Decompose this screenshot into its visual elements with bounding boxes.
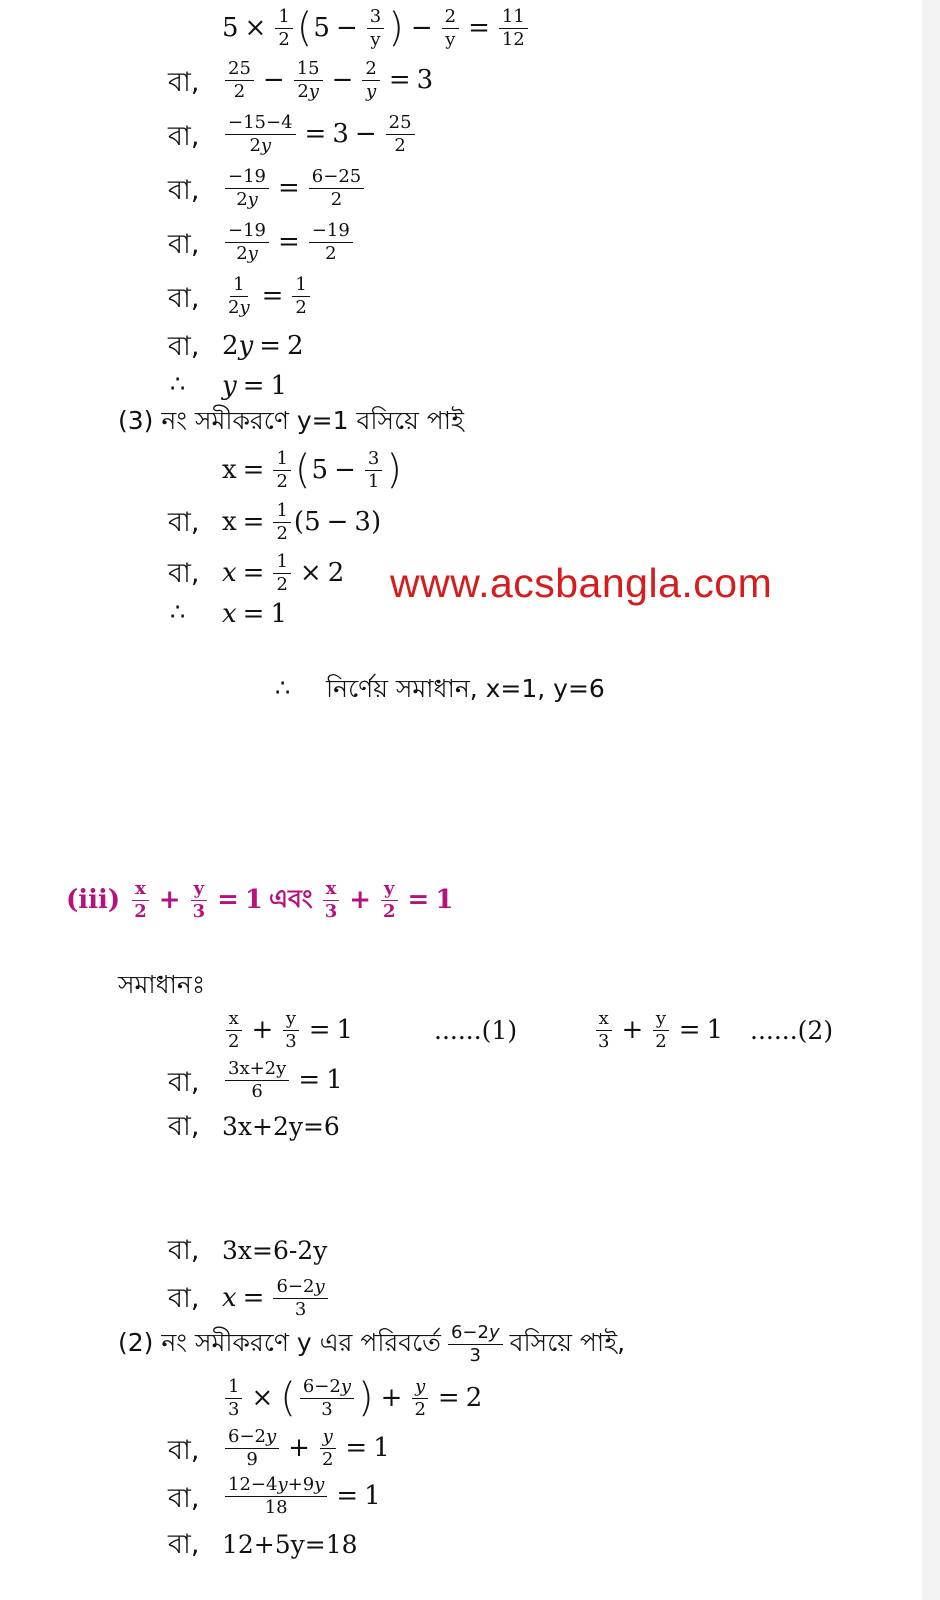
heading-conjunction: এবং [268,883,313,913]
line-prefix: বা, [168,1529,200,1560]
equation-tag-1 [434,1010,517,1050]
line-prefix: বা, [168,1435,200,1466]
substitution-label: (3) নং সমীকরণে y=1 বসিয়ে পাই [118,405,465,435]
line-prefix: বা, [168,229,200,260]
line-prefix: বা, [168,67,200,98]
equation-text: 3x=6-2y [222,1235,328,1265]
equation-line: $\frac{25}{2}$ − $\frac{15}{2y}$ − $\frac{2}{y}$ = 3 [222,60,433,100]
substitution-label: (2) নং সমীকরণে y এর পরিবর্তে [118,1327,441,1357]
equation-line: x = $\frac{1}{2}$ × 2 [222,550,345,595]
final-solution-text: নির্ণেয় সমাধান, x=1, y=6 [326,673,605,703]
problem-number: (iii) [66,885,121,915]
line-prefix: বা, [168,1067,200,1098]
line-prefix: বা, [168,1235,200,1266]
therefore-symbol: ∴ [170,370,186,398]
equation-line: $\frac{1}{2y}$ = $\frac{1}{2}$ [222,276,313,316]
equation-line: $\frac{1}{3}$ × ( $\frac{6-2y}{3}$ ) + $\frac{y}{2}$ = 2 [222,1378,482,1418]
equation-line: $\frac{-19}{2y}$ = $\frac{6-25}{2}$ [222,168,367,208]
substitution-text: (2) নং সমীকরণে y এর পরিবর্তে $\frac{6-2y}{3}$ বসিয়ে পাই, [118,1321,626,1366]
equation-line [222,1230,327,1270]
equation-line: y = 1 [222,371,288,401]
equation-line: $\frac{12-4y+9y}{18}$ = 1 [222,1476,381,1516]
line-prefix: বা, [168,1283,200,1314]
equation-text: 12+5y=18 [222,1529,358,1559]
page-edge [922,0,940,1600]
line-prefix: বা, [168,1111,200,1142]
line-prefix: বা, [168,507,200,538]
equation-line: $\frac{6-2y}{9}$ + $\frac{y}{2}$ = 1 [222,1428,390,1468]
equation-line: x = $\frac{6-2y}{3}$ [222,1278,331,1318]
substitution-label-end: বসিয়ে পাই, [509,1327,626,1357]
equation-tag-text: ......(1) [434,1015,518,1045]
equation-line: $\frac{x}{3}$ + $\frac{y}{2}$ = 1 [592,1010,723,1050]
final-solution [326,670,605,710]
equation-line: $\frac{-19}{2y}$ = $\frac{-19}{2}$ [222,222,356,262]
equation-line: x = $\frac{1}{2}$ ( 5 − $\frac{3}{1}$ ) [222,447,402,493]
line-prefix: বা, [168,558,200,589]
equation-line: $\frac{3x+2y}{6}$ = 1 [222,1060,343,1100]
equation-tag-text: ......(2) [750,1015,834,1045]
equation-line: 2y = 2 [222,331,304,361]
line-prefix: বা, [168,283,200,314]
solution-label-text: সমাধানঃ [118,969,206,999]
equation-line: $\frac{x}{2}$ + $\frac{y}{3}$ = 1 [222,1010,353,1050]
line-prefix: বা, [168,121,200,152]
therefore-symbol: ∴ [170,598,186,626]
watermark-url: www.acsbangla.com [390,560,773,606]
therefore-symbol: ∴ [275,674,291,702]
equation-line [222,1106,340,1146]
line-prefix: বা, [168,331,200,362]
line-prefix: বা, [168,1483,200,1514]
problem-heading: (iii) $\frac{x}{2}$ + $\frac{y}{3}$ = 1 এবং $\frac{x}{3}$ + $\frac{y}{2}$ = 1 [66,877,454,922]
equation-text: 3x+2y=6 [222,1111,340,1141]
line-prefix: বা, [168,175,200,206]
solution-label [118,966,205,1006]
substitution-text [118,402,464,442]
equation-line: 5 × $\frac{1}{2}$ ( 5 − $\frac{3}{y}$ ) − $\frac{2}{y}$ = $\frac{11}{12}$ [222,8,531,48]
equation-line: $\frac{-15-4}{2y}$ = 3 − $\frac{25}{2}$ [222,114,418,154]
equation-line: x = $\frac{1}{2}$ (5 − 3) [222,499,382,544]
equation-line: x = 1 [222,599,288,629]
equation-line [222,1524,358,1564]
equation-tag-2 [750,1010,833,1050]
